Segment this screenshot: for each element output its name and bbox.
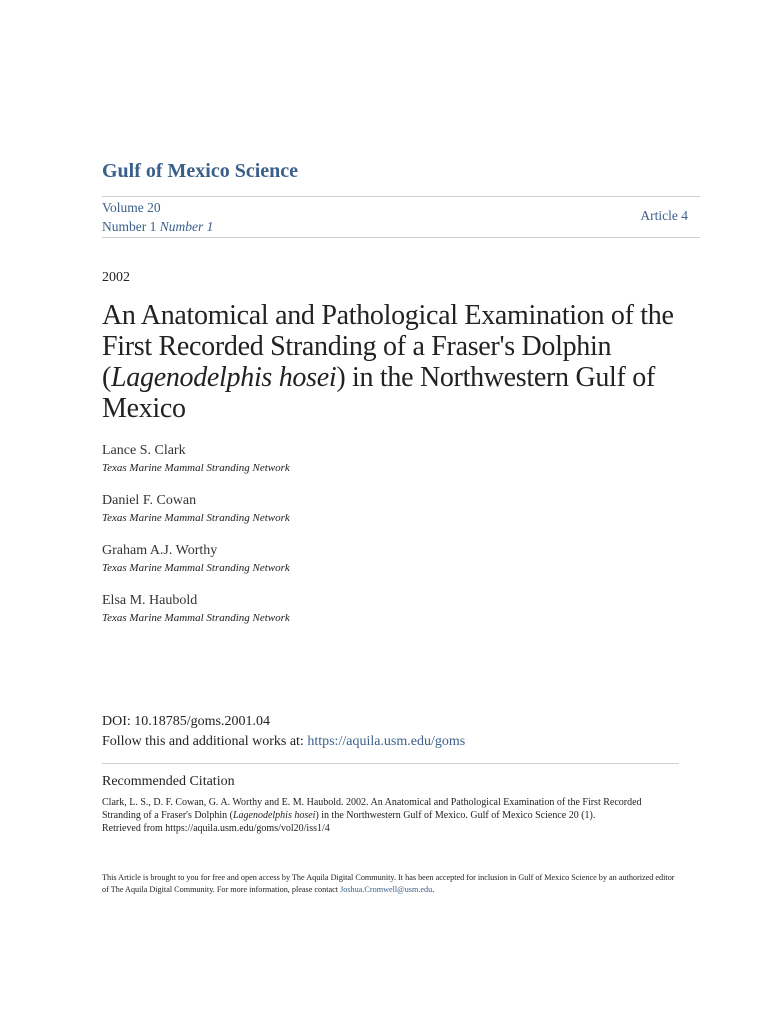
title-part-2: ) in the Northwestern Gulf of Mexico [102,362,655,424]
footer-text: This Article is brought to you for free and open access by The Aquila Digital Community. It has been accepted for inclusion in Gulf of Mexico Science by an authorized editor of The Aquila Digital Community. For more information, please contact [102,873,675,894]
author-item [102,492,290,542]
author-affiliation: Texas Marine Mammal Stranding Network [102,462,290,474]
journal-title-link[interactable]: Gulf of Mexico Science [102,160,299,182]
volume-link[interactable]: Volume 20 [102,200,161,215]
doi-text: DOI: 10.18785/goms.2001.04 [102,714,270,729]
divider [102,763,679,764]
author-name: Elsa M. Haubold [102,593,198,608]
doi-block [102,712,465,752]
author-affiliation: Texas Marine Mammal Stranding Network [102,612,290,624]
author-item [102,542,290,592]
citation-retrieved: Retrieved from https://aquila.usm.edu/goms/vol20/iss1/4 [102,823,330,834]
number-italic[interactable]: Number 1 [159,219,214,234]
article-title [102,300,682,424]
volume-block [102,198,213,236]
article-number[interactable]: Article 4 [640,208,688,223]
divider [102,196,700,197]
author-name: Graham A.J. Worthy [102,543,218,558]
citation-part-2: ) in the Northwestern Gulf of Mexico. Gulf of Mexico Science 20 (1). [315,810,596,821]
title-species: Lagenodelphis hosei [111,362,337,393]
issue-line[interactable] [102,217,213,236]
recommended-citation-heading: Recommended Citation [102,774,235,789]
author-name: Daniel F. Cowan [102,493,197,508]
title-part-1: An Anatomical and Pathological Examination of the First Recorded Stranding of a Fraser's Dolphin ( [102,300,674,393]
number-label[interactable]: Number 1 [102,219,157,234]
repository-link[interactable]: https://aquila.usm.edu/goms [307,734,466,749]
divider [102,237,700,238]
citation-species: Lagenodelphis hosei [232,810,316,821]
contact-email-link[interactable]: Joshua.Cromwell@usm.edu [340,885,433,894]
author-affiliation: Texas Marine Mammal Stranding Network [102,512,290,524]
citation-part-1: Clark, L. S., D. F. Cowan, G. A. Worthy and E. M. Haubold. 2002. An Anatomical and Pathological Examination of the First Recorded Stranding of a Fraser's Dolphin ( [102,797,642,821]
author-affiliation: Texas Marine Mammal Stranding Network [102,562,290,574]
author-name: Lance S. Clark [102,443,186,458]
publication-year: 2002 [102,270,130,285]
author-list [102,442,290,642]
citation-text [102,796,682,835]
author-item [102,592,290,642]
footer-end: . [432,885,435,894]
follow-line [102,732,465,752]
footer-notice [102,872,682,896]
author-item [102,442,290,492]
follow-text: Follow this and additional works at: [102,734,308,749]
